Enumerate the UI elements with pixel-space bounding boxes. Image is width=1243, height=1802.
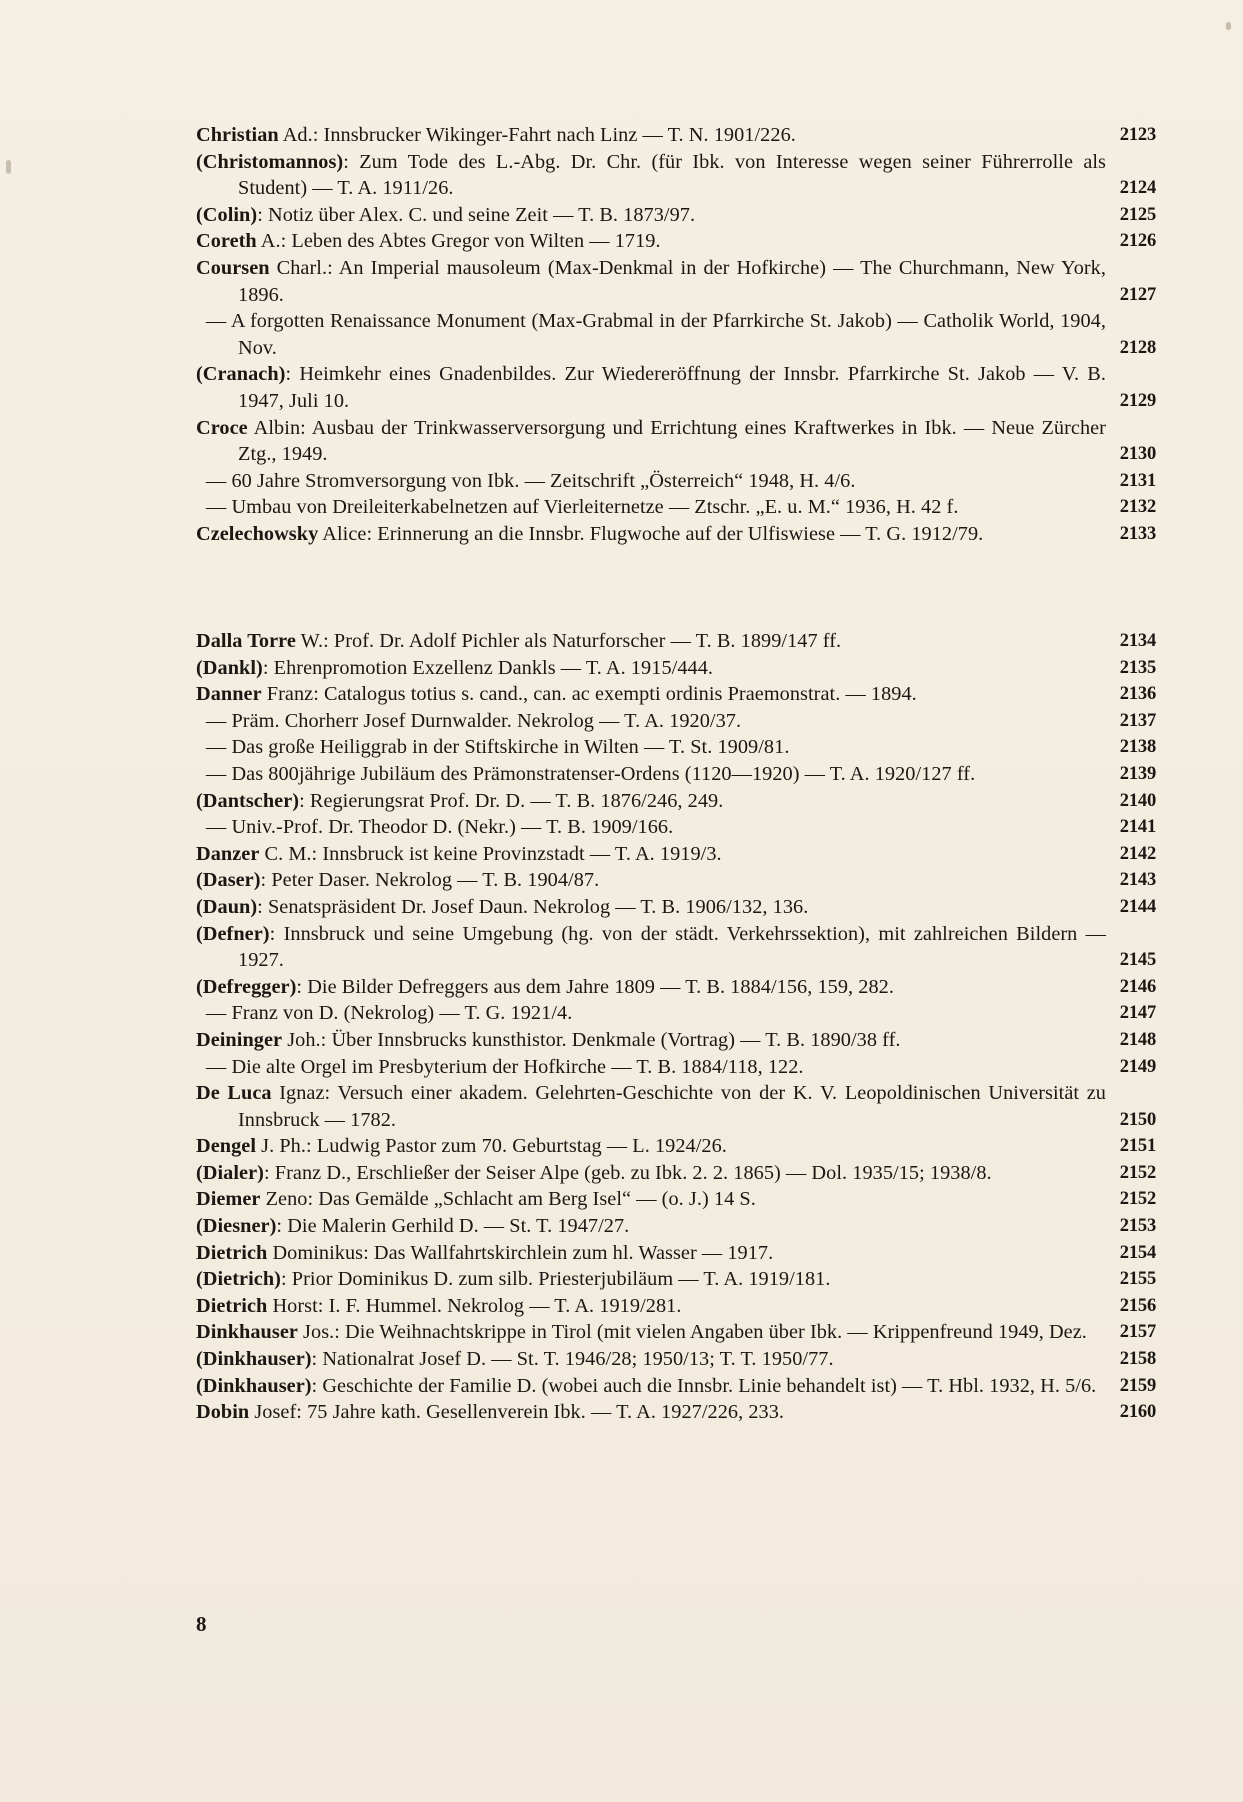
- entry-text: — Umbau von Dreileiterkabelnetzen auf Vierleiternetze — Ztschr. „E. u. M.“ 1936, H. 42 f.: [206, 496, 959, 519]
- entry-text: : Innsbruck und seine Umgebung (hg. von der städt. Verkehrssektion), mit zahlreichen Bildern — 1927.: [238, 922, 1106, 972]
- entry-number: 2149: [1119, 1056, 1156, 1077]
- entry-author: (Colin): [196, 203, 258, 226]
- bibliography-entry: [196, 1186, 1156, 1213]
- entry-author: (Defner): [196, 922, 270, 945]
- entry-author: (Dantscher): [196, 789, 300, 812]
- entry-text: : Nationalrat Josef D. — St. T. 1946/28; 1950/13; T. T. 1950/77.: [311, 1348, 834, 1371]
- bibliography-entry: [196, 1319, 1156, 1346]
- entry-author: Deininger: [196, 1028, 283, 1051]
- entry-number: 2146: [1119, 976, 1156, 997]
- entry-text: Charl.: An Imperial mausoleum (Max-Denkmal in der Hofkirche) — The Churchmann, New York, 1896.: [238, 256, 1106, 306]
- entry-author: Dengel: [196, 1135, 257, 1158]
- bibliography-entry: [196, 361, 1156, 414]
- bibliography-entry: [196, 228, 1156, 255]
- bibliography-entry: [196, 1346, 1156, 1373]
- entry-author: (Dietrich): [196, 1268, 281, 1291]
- bibliography-entry: [196, 255, 1156, 308]
- entry-number: 2156: [1119, 1295, 1156, 1316]
- bibliography-entry: [196, 867, 1156, 894]
- paper-blemish: [6, 160, 11, 174]
- bibliography-entry: [196, 974, 1156, 1001]
- entry-text: — A forgotten Renaissance Monument (Max-Grabmal in der Pfarrkirche St. Jakob) — Catholik World, 1904, Nov.: [206, 310, 1106, 359]
- entry-author: (Cranach): [196, 363, 286, 386]
- entry-text: : Die Malerin Gerhild D. — St. T. 1947/27.: [276, 1215, 630, 1238]
- entry-number: 2126: [1119, 231, 1156, 252]
- entry-author: (Dankl): [196, 656, 263, 679]
- entry-text: — Die alte Orgel im Presbyterium der Hofkirche — T. B. 1884/118, 122.: [206, 1055, 804, 1078]
- entry-text: : Ehrenpromotion Exzellenz Dankls — T. A. 1915/444.: [262, 656, 714, 679]
- bibliography-entry: [196, 655, 1156, 682]
- entry-text: Ad.: Innsbrucker Wikinger-Fahrt nach Linz — T. N. 1901/226.: [278, 124, 796, 146]
- paper-blemish: [1226, 22, 1231, 30]
- entry-text: : Geschichte der Familie D. (wobei auch die Innsbr. Linie behandelt ist) — T. Hbl. 1932, H. 5/6.: [311, 1374, 1097, 1397]
- bibliography-entry: [196, 1054, 1156, 1081]
- entry-number: 2151: [1119, 1136, 1156, 1157]
- entry-author: (Daun): [196, 895, 258, 918]
- entry-number: 2133: [1119, 523, 1156, 544]
- entry-number: 2129: [1119, 390, 1156, 411]
- bibliography-entry: [196, 708, 1156, 735]
- bibliography-section: [196, 628, 1156, 1426]
- entry-author: Dinkhauser: [196, 1321, 298, 1344]
- entry-number: 2139: [1119, 763, 1156, 784]
- entry-text: — Franz von D. (Nekrolog) — T. G. 1921/4.: [206, 1002, 573, 1025]
- entry-number: 2127: [1119, 284, 1156, 305]
- entry-number: 2155: [1119, 1269, 1156, 1290]
- bibliography-entry: [196, 1373, 1156, 1400]
- entry-number: 2130: [1119, 444, 1156, 465]
- bibliography-entry: [196, 1240, 1156, 1267]
- entry-author: Dietrich: [196, 1294, 268, 1317]
- entry-author: (Defregger): [196, 975, 297, 998]
- bibliography-entry: [196, 202, 1156, 229]
- entry-author: Coursen: [196, 256, 270, 279]
- entry-author: (Dinkhauser): [196, 1374, 312, 1397]
- bibliography-entry: [196, 308, 1156, 361]
- bibliography-entry: [196, 681, 1156, 708]
- entry-number: 2135: [1119, 657, 1156, 678]
- bibliography-entry: [196, 1000, 1156, 1027]
- bibliography-entry: [196, 1027, 1156, 1054]
- bibliography-entry: [196, 122, 1156, 149]
- entry-number: 2140: [1119, 790, 1156, 811]
- entry-number: 2144: [1119, 896, 1156, 917]
- bibliography-entry: [196, 1133, 1156, 1160]
- page-number: 8: [196, 1612, 207, 1636]
- entry-number: 2143: [1119, 870, 1156, 891]
- entry-number: 2134: [1119, 631, 1156, 651]
- entry-text: — Univ.-Prof. Dr. Theodor D. (Nekr.) — T. B. 1909/166.: [206, 816, 674, 839]
- entry-number: 2131: [1119, 470, 1156, 491]
- entry-text: Zeno: Das Gemälde „Schlacht am Berg Isel“ — (o. J.) 14 S.: [260, 1188, 756, 1211]
- entry-text: Franz: Catalogus totius s. cand., can. ac exempti ordinis Praemonstrat. — 1894.: [261, 683, 917, 706]
- entry-text: : Zum Tode des L.-Abg. Dr. Chr. (für Ibk. von Interesse wegen seiner Führerrolle als Student) — T. A. 1911/26.: [238, 150, 1106, 200]
- entry-text: C. M.: Innsbruck ist keine Provinzstadt — T. A. 1919/3.: [259, 842, 722, 865]
- bibliography-entry: [196, 788, 1156, 815]
- entry-author: Danzer: [196, 842, 260, 865]
- entry-number: 2124: [1119, 178, 1156, 199]
- entry-number: 2125: [1119, 204, 1156, 225]
- entry-author: Diemer: [196, 1188, 261, 1211]
- entry-number: 2154: [1119, 1242, 1156, 1263]
- entry-text: Joh.: Über Innsbrucks kunsthistor. Denkmale (Vortrag) — T. B. 1890/38 ff.: [282, 1028, 901, 1051]
- entry-text: : Notiz über Alex. C. und seine Zeit — T. B. 1873/97.: [257, 203, 696, 226]
- entry-number: 2152: [1119, 1162, 1156, 1183]
- entry-author: Dobin: [196, 1401, 250, 1424]
- bibliography-entry: [196, 894, 1156, 921]
- bibliography-entry: [196, 1266, 1156, 1293]
- entry-text: : Franz D., Erschließer der Seiser Alpe (geb. zu Ibk. 2. 2. 1865) — Dol. 1935/15; 1938/8.: [263, 1161, 992, 1184]
- bibliography-entry: [196, 921, 1156, 974]
- entry-number: 2159: [1119, 1375, 1156, 1396]
- entry-text: Dominikus: Das Wallfahrtskirchlein zum hl. Wasser — 1917.: [267, 1241, 774, 1264]
- entry-number: 2148: [1119, 1029, 1156, 1050]
- bibliography-entry: [196, 814, 1156, 841]
- bibliography-entry: [196, 1399, 1156, 1426]
- bibliography-entry: [196, 841, 1156, 868]
- entry-author: Croce: [196, 416, 248, 439]
- entry-author: Danner: [196, 683, 262, 706]
- entry-text: W.: Prof. Dr. Adolf Pichler als Naturforscher — T. B. 1899/147 ff.: [295, 630, 842, 652]
- entry-number: 2145: [1119, 950, 1156, 971]
- entry-author: (Dialer): [196, 1161, 264, 1184]
- entry-text: : Senatspräsident Dr. Josef Daun. Nekrolog — T. B. 1906/132, 136.: [257, 895, 809, 918]
- entry-number: 2160: [1119, 1402, 1156, 1423]
- entry-text: — Das 800jährige Jubiläum des Prämonstratenser-Ordens (1120—1920) — T. A. 1920/127 ff.: [206, 762, 976, 785]
- bibliography-entry: [196, 1213, 1156, 1240]
- entry-text: : Heimkehr eines Gnadenbildes. Zur Wiedereröffnung der Innsbr. Pfarrkirche St. Jakob — V. B. 1947, Juli 10.: [238, 363, 1106, 412]
- entry-text: Horst: I. F. Hummel. Nekrolog — T. A. 1919/281.: [267, 1294, 682, 1317]
- entry-author: Coreth: [196, 230, 257, 253]
- entry-text: Alice: Erinnerung an die Innsbr. Flugwoche auf der Ulfiswiese — T. G. 1912/79.: [318, 522, 984, 545]
- entry-text: Ignaz: Versuch einer akadem. Gelehrten-Geschichte von der K. V. Leopoldinischen Universität zu Innsbruck — 1782.: [238, 1082, 1106, 1131]
- entry-author: (Christomannos): [196, 150, 344, 173]
- entry-author: (Daser): [196, 869, 261, 892]
- entry-number: 2141: [1119, 817, 1156, 838]
- entry-number: 2147: [1119, 1003, 1156, 1024]
- entry-text: : Prior Dominikus D. zum silb. Priesterjubiläum — T. A. 1919/181.: [280, 1268, 831, 1291]
- entry-text: Josef: 75 Jahre kath. Gesellenverein Ibk. — T. A. 1927/226, 233.: [249, 1401, 785, 1424]
- entry-author: Dalla Torre: [196, 630, 296, 652]
- entry-number: 2132: [1119, 497, 1156, 518]
- entry-text: : Peter Daser. Nekrolog — T. B. 1904/87.: [260, 869, 600, 892]
- entry-text: — Präm. Chorherr Josef Durnwalder. Nekrolog — T. A. 1920/37.: [206, 709, 742, 732]
- entry-author: De Luca: [196, 1082, 272, 1105]
- entry-author: (Diesner): [196, 1215, 277, 1238]
- entry-number: 2153: [1119, 1216, 1156, 1237]
- entry-text: : Regierungsrat Prof. Dr. D. — T. B. 1876/246, 249.: [299, 789, 724, 812]
- bibliography-entry: [196, 761, 1156, 788]
- entry-author: Dietrich: [196, 1241, 268, 1264]
- entry-author: (Dinkhauser): [196, 1348, 312, 1371]
- entry-text: Jos.: Die Weihnachtskrippe in Tirol (mit vielen Angaben über Ibk. — Krippenfreund 1949, Dez.: [297, 1321, 1087, 1344]
- entry-author: Czelechowsky: [196, 522, 319, 545]
- entry-text: — Das große Heiliggrab in der Stiftskirche in Wilten — T. St. 1909/81.: [206, 736, 790, 759]
- entry-text: — 60 Jahre Stromversorgung von Ibk. — Zeitschrift „Österreich“ 1948, H. 4/6.: [206, 469, 856, 492]
- bibliography-entry: [196, 1080, 1156, 1133]
- entry-number: 2142: [1119, 843, 1156, 864]
- bibliography-entry: [196, 1293, 1156, 1320]
- entry-author: Christian: [196, 124, 279, 146]
- entry-number: 2137: [1119, 710, 1156, 731]
- bibliography-entry: [196, 1160, 1156, 1187]
- entry-number: 2157: [1119, 1322, 1156, 1343]
- entry-text: J. Ph.: Ludwig Pastor zum 70. Geburtstag — L. 1924/26.: [256, 1135, 727, 1158]
- entry-number: 2152: [1119, 1189, 1156, 1210]
- bibliography-entry: [196, 149, 1156, 202]
- entry-number: 2123: [1119, 125, 1156, 145]
- entry-number: 2136: [1119, 684, 1156, 705]
- bibliography-entry: [196, 494, 1156, 521]
- entry-number: 2128: [1119, 337, 1156, 358]
- entry-number: 2138: [1119, 737, 1156, 758]
- bibliography-section: [196, 122, 1156, 548]
- entry-number: 2150: [1119, 1109, 1156, 1130]
- entry-text: : Die Bilder Defreggers aus dem Jahre 1809 — T. B. 1884/156, 159, 282.: [296, 975, 894, 998]
- entry-text: Albin: Ausbau der Trinkwasserversorgung und Errichtung eines Kraftwerkes in Ibk. — Neue Zürcher Ztg., 1949.: [238, 416, 1106, 466]
- entry-number: 2158: [1119, 1349, 1156, 1370]
- bibliography-entry: [196, 468, 1156, 495]
- bibliography-entry: [196, 415, 1156, 468]
- bibliography-entry: [196, 521, 1156, 548]
- bibliography-entry: [196, 628, 1156, 655]
- bibliography-entry: [196, 734, 1156, 761]
- entry-text: A.: Leben des Abtes Gregor von Wilten — 1719.: [256, 230, 661, 253]
